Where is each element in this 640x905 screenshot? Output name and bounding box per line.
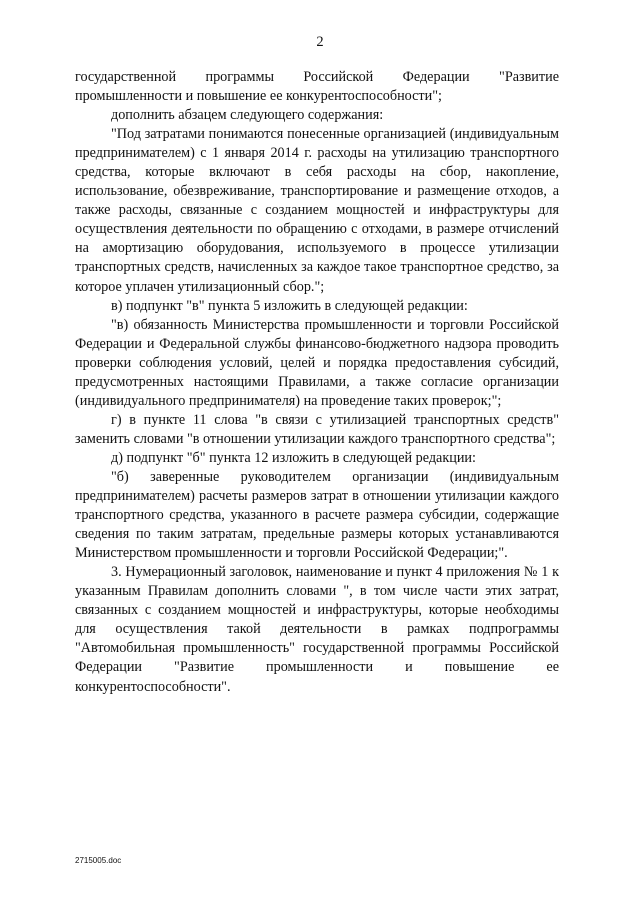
paragraph-item-3: 3. Нумерационный заголовок, наименование и пункт 4 приложения № 1 к указанным Правилам дополнить словами ", в том числе части этих затрат, связанных с созданием мощностей и инфраструктуры, которые необходимы для осуществления такой деятельности в рамках подпрограммы "Автомобильная промышленность" государственной программы Российской Федерации "Развитие промышленности и повышение ее конкурентоспособности". bbox=[75, 564, 559, 695]
paragraph-subclause-v-heading: в) подпункт "в" пункта 5 изложить в следующей редакции: bbox=[111, 297, 468, 314]
paragraph-subclause-g: г) в пункте 11 слова "в связи с утилизацией транспортных средств" заменить словами "в отношении утилизации каждого транспортного средства"; bbox=[75, 411, 559, 447]
page-number: 2 bbox=[316, 34, 324, 50]
paragraph-subclause-b-text: "б) заверенные руководителем организации (индивидуальным предпринимателем) расчеты размеров затрат в отношении утилизации каждого транспортного средства, указанного в расчете размера субсидии, содержащие сведения по таким затратам, предельные размеры которых устанавливаются Министерством промышленности и торговли Российской Федерации;". bbox=[75, 468, 559, 562]
paragraph-costs-definition: "Под затратами понимаются понесенные организацией (индивидуальным предпринимателем) с 1 января 2014 г. расходы на утилизацию транспортного средства, которые включают в себя расходы на сбор, накопление, использование, обезвреживание, транспортирование и размещение отходов, а также расходы, связанные с созданием мощностей и инфраструктуры для осуществления деятельности по обращению с отходами, в размере отчислений на амортизацию оборудования, используемого в процессе утилизации транспортных средств, начисленных за каждое такое транспортное средство, за которое уплачен утилизационный сбор."; bbox=[75, 126, 559, 295]
paragraph-subclause-d-heading: д) подпункт "б" пункта 12 изложить в следующей редакции: bbox=[111, 449, 476, 466]
paragraph-subclause-v-text: "в) обязанность Министерства промышленности и торговли Российской Федерации и Федеральной службы финансово-бюджетного надзора проводить проверки соблюдения условий, целей и порядка предоставления субсидий, предусмотренных настоящими Правилами, а также согласие организации (индивидуального предпринимателя) на проведение таких проверок;"; bbox=[75, 316, 559, 409]
document-body bbox=[75, 68, 559, 697]
paragraph-program-name-continuation: государственной программы Российской Федерации "Развитие промышленности и повышение ее конкурентоспособности"; bbox=[75, 69, 559, 105]
paragraph-add-clause: дополнить абзацем следующего содержания: bbox=[111, 107, 384, 124]
footer-file-name: 2715005.doc bbox=[75, 856, 122, 865]
